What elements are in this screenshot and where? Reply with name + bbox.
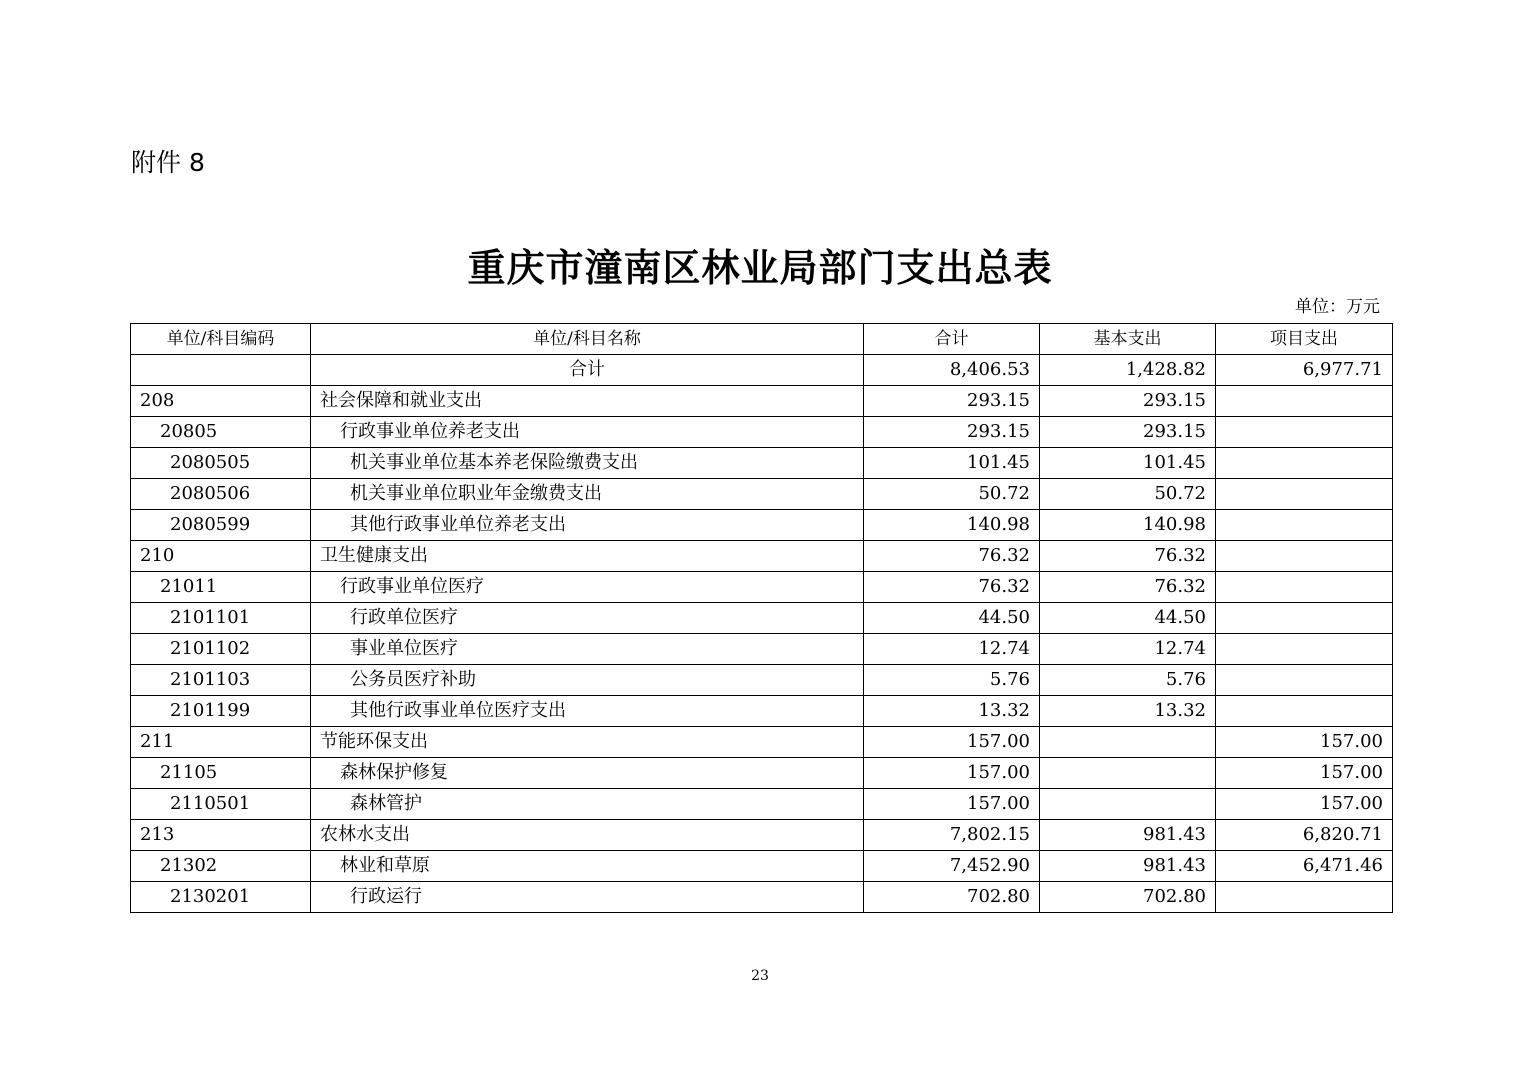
name-cell: 行政事业单位医疗 bbox=[311, 572, 864, 603]
basic-cell: 101.45 bbox=[1040, 448, 1216, 479]
name-cell: 卫生健康支出 bbox=[311, 541, 864, 572]
code-cell: 2080506 bbox=[131, 479, 311, 510]
total-cell: 293.15 bbox=[864, 417, 1040, 448]
total-cell: 293.15 bbox=[864, 386, 1040, 417]
project-cell bbox=[1216, 510, 1393, 541]
total-cell: 76.32 bbox=[864, 541, 1040, 572]
table-row bbox=[131, 665, 1393, 696]
header-code: 单位/科目编码 bbox=[131, 324, 311, 355]
basic-cell: 76.32 bbox=[1040, 541, 1216, 572]
total-cell: 101.45 bbox=[864, 448, 1040, 479]
total-cell: 157.00 bbox=[864, 727, 1040, 758]
header-row bbox=[131, 324, 1393, 355]
basic-cell: 13.32 bbox=[1040, 696, 1216, 727]
total-cell: 157.00 bbox=[864, 789, 1040, 820]
code-cell: 213 bbox=[131, 820, 311, 851]
table-row bbox=[131, 448, 1393, 479]
table-row bbox=[131, 758, 1393, 789]
table-row bbox=[131, 851, 1393, 882]
basic-cell: 140.98 bbox=[1040, 510, 1216, 541]
basic-cell: 5.76 bbox=[1040, 665, 1216, 696]
project-cell bbox=[1216, 634, 1393, 665]
total-cell: 157.00 bbox=[864, 758, 1040, 789]
project-cell bbox=[1216, 572, 1393, 603]
code-cell: 21011 bbox=[131, 572, 311, 603]
expenditure-table bbox=[130, 323, 1393, 913]
project-cell bbox=[1216, 882, 1393, 913]
name-cell: 行政事业单位养老支出 bbox=[311, 417, 864, 448]
project-cell bbox=[1216, 417, 1393, 448]
basic-cell: 981.43 bbox=[1040, 820, 1216, 851]
project-cell bbox=[1216, 386, 1393, 417]
header-basic: 基本支出 bbox=[1040, 324, 1216, 355]
basic-cell bbox=[1040, 789, 1216, 820]
total-cell: 5.76 bbox=[864, 665, 1040, 696]
header-project: 项目支出 bbox=[1216, 324, 1393, 355]
name-cell: 公务员医疗补助 bbox=[311, 665, 864, 696]
basic-cell: 293.15 bbox=[1040, 386, 1216, 417]
table-row bbox=[131, 882, 1393, 913]
table-row bbox=[131, 820, 1393, 851]
attachment-label: 附件 8 bbox=[131, 148, 205, 177]
code-cell: 2101101 bbox=[131, 603, 311, 634]
basic-cell: 981.43 bbox=[1040, 851, 1216, 882]
table-row bbox=[131, 603, 1393, 634]
total-cell: 12.74 bbox=[864, 634, 1040, 665]
project-cell bbox=[1216, 696, 1393, 727]
project-cell bbox=[1216, 541, 1393, 572]
total-cell: 7,452.90 bbox=[864, 851, 1040, 882]
project-cell bbox=[1216, 603, 1393, 634]
basic-cell: 293.15 bbox=[1040, 417, 1216, 448]
project-cell bbox=[1216, 448, 1393, 479]
basic-cell bbox=[1040, 758, 1216, 789]
total-project-cell: 6,977.71 bbox=[1216, 355, 1393, 386]
code-cell: 2080599 bbox=[131, 510, 311, 541]
code-cell: 211 bbox=[131, 727, 311, 758]
total-basic-cell: 1,428.82 bbox=[1040, 355, 1216, 386]
total-cell: 140.98 bbox=[864, 510, 1040, 541]
name-cell: 其他行政事业单位医疗支出 bbox=[311, 696, 864, 727]
table-row bbox=[131, 479, 1393, 510]
name-cell: 森林保护修复 bbox=[311, 758, 864, 789]
total-cell: 13.32 bbox=[864, 696, 1040, 727]
code-cell: 210 bbox=[131, 541, 311, 572]
project-cell: 157.00 bbox=[1216, 789, 1393, 820]
table-row bbox=[131, 696, 1393, 727]
code-cell: 2101103 bbox=[131, 665, 311, 696]
name-cell: 林业和草原 bbox=[311, 851, 864, 882]
total-cell: 702.80 bbox=[864, 882, 1040, 913]
total-code-cell bbox=[131, 355, 311, 386]
basic-cell: 50.72 bbox=[1040, 479, 1216, 510]
table-row bbox=[131, 541, 1393, 572]
table-row bbox=[131, 634, 1393, 665]
code-cell: 2101199 bbox=[131, 696, 311, 727]
table-row bbox=[131, 510, 1393, 541]
document-title: 重庆市潼南区林业局部门支出总表 bbox=[467, 245, 1053, 290]
table-row bbox=[131, 572, 1393, 603]
project-cell: 157.00 bbox=[1216, 758, 1393, 789]
table-row bbox=[131, 727, 1393, 758]
code-cell: 2080505 bbox=[131, 448, 311, 479]
page-number: 23 bbox=[751, 968, 769, 984]
project-cell: 6,820.71 bbox=[1216, 820, 1393, 851]
basic-cell: 44.50 bbox=[1040, 603, 1216, 634]
total-row bbox=[131, 355, 1393, 386]
table-row bbox=[131, 386, 1393, 417]
name-cell: 事业单位医疗 bbox=[311, 634, 864, 665]
table-row bbox=[131, 417, 1393, 448]
basic-cell: 76.32 bbox=[1040, 572, 1216, 603]
name-cell: 其他行政事业单位养老支出 bbox=[311, 510, 864, 541]
unit-label: 单位：万元 bbox=[1295, 297, 1380, 317]
name-cell: 森林管护 bbox=[311, 789, 864, 820]
code-cell: 21105 bbox=[131, 758, 311, 789]
project-cell: 157.00 bbox=[1216, 727, 1393, 758]
header-total: 合计 bbox=[864, 324, 1040, 355]
code-cell: 208 bbox=[131, 386, 311, 417]
total-cell: 50.72 bbox=[864, 479, 1040, 510]
name-cell: 机关事业单位职业年金缴费支出 bbox=[311, 479, 864, 510]
header-name: 单位/科目名称 bbox=[311, 324, 864, 355]
code-cell: 20805 bbox=[131, 417, 311, 448]
total-name-cell: 合计 bbox=[311, 355, 864, 386]
project-cell: 6,471.46 bbox=[1216, 851, 1393, 882]
table-row bbox=[131, 789, 1393, 820]
code-cell: 2110501 bbox=[131, 789, 311, 820]
basic-cell bbox=[1040, 727, 1216, 758]
name-cell: 行政运行 bbox=[311, 882, 864, 913]
total-cell: 7,802.15 bbox=[864, 820, 1040, 851]
basic-cell: 702.80 bbox=[1040, 882, 1216, 913]
code-cell: 2130201 bbox=[131, 882, 311, 913]
name-cell: 农林水支出 bbox=[311, 820, 864, 851]
code-cell: 21302 bbox=[131, 851, 311, 882]
project-cell bbox=[1216, 665, 1393, 696]
project-cell bbox=[1216, 479, 1393, 510]
name-cell: 机关事业单位基本养老保险缴费支出 bbox=[311, 448, 864, 479]
total-cell: 76.32 bbox=[864, 572, 1040, 603]
basic-cell: 12.74 bbox=[1040, 634, 1216, 665]
name-cell: 节能环保支出 bbox=[311, 727, 864, 758]
name-cell: 行政单位医疗 bbox=[311, 603, 864, 634]
total-cell: 44.50 bbox=[864, 603, 1040, 634]
table-body bbox=[131, 355, 1393, 913]
name-cell: 社会保障和就业支出 bbox=[311, 386, 864, 417]
total-sum-cell: 8,406.53 bbox=[864, 355, 1040, 386]
code-cell: 2101102 bbox=[131, 634, 311, 665]
table-header bbox=[131, 324, 1393, 355]
